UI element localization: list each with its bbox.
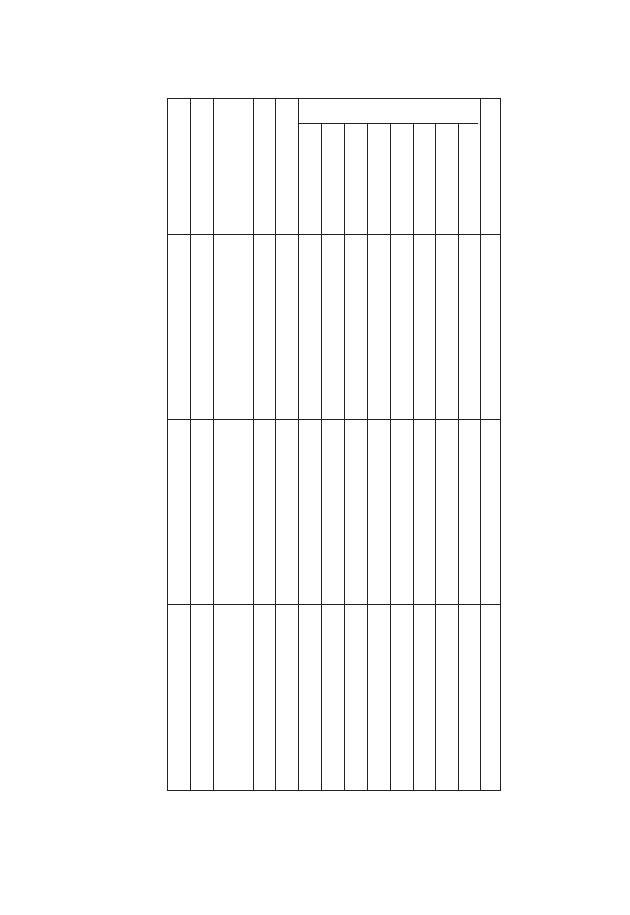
table-cell bbox=[344, 607, 367, 783]
table-cell bbox=[367, 607, 390, 783]
table-cell bbox=[344, 422, 367, 598]
table-cell bbox=[367, 422, 390, 598]
table-cell bbox=[390, 237, 413, 413]
table-cell bbox=[390, 607, 413, 783]
table-cell bbox=[413, 422, 435, 598]
table-cell bbox=[435, 237, 458, 413]
subject-header bbox=[298, 129, 321, 231]
table-cell bbox=[458, 607, 480, 783]
time-allocation-table bbox=[167, 98, 501, 791]
year-3-label bbox=[480, 607, 502, 787]
row-header bbox=[253, 105, 275, 231]
table-cell bbox=[458, 422, 480, 598]
table-cell bbox=[298, 237, 321, 413]
year-1-label bbox=[480, 237, 502, 417]
subject-header bbox=[458, 129, 480, 231]
table-cell bbox=[298, 607, 321, 783]
subject-header bbox=[413, 129, 435, 231]
table-cell bbox=[413, 237, 435, 413]
table-cell bbox=[435, 422, 458, 598]
subject-header bbox=[390, 129, 413, 231]
table-cell bbox=[213, 422, 253, 598]
subject-header bbox=[321, 129, 344, 231]
table-cell bbox=[253, 422, 275, 598]
table-cell bbox=[435, 607, 458, 783]
table-cell bbox=[190, 607, 213, 783]
row-header bbox=[168, 105, 190, 231]
table-cell bbox=[190, 237, 213, 413]
table-cell bbox=[168, 607, 190, 783]
table-cell bbox=[213, 237, 253, 413]
table-cell bbox=[168, 422, 190, 598]
table-cell bbox=[275, 607, 298, 783]
table-cell bbox=[321, 422, 344, 598]
table-cell bbox=[275, 237, 298, 413]
table-cell bbox=[275, 422, 298, 598]
subject-header bbox=[367, 129, 390, 231]
table-cell bbox=[253, 237, 275, 413]
table-cell bbox=[321, 237, 344, 413]
row-header bbox=[190, 105, 213, 231]
table-cell bbox=[321, 607, 344, 783]
table-cell bbox=[367, 237, 390, 413]
table-cell bbox=[458, 237, 480, 413]
required-subjects-header bbox=[298, 99, 480, 123]
subject-header bbox=[435, 129, 458, 231]
table-cell bbox=[213, 607, 253, 783]
table-cell bbox=[253, 607, 275, 783]
row-header bbox=[213, 105, 253, 231]
table-cell bbox=[168, 237, 190, 413]
table-cell bbox=[413, 607, 435, 783]
table-cell bbox=[344, 237, 367, 413]
subject-header bbox=[344, 129, 367, 231]
table-cell bbox=[190, 422, 213, 598]
table-cell bbox=[298, 422, 321, 598]
subject-header bbox=[275, 129, 298, 231]
year-2-label bbox=[480, 422, 502, 602]
kubun-header bbox=[480, 107, 502, 232]
table-cell bbox=[390, 422, 413, 598]
